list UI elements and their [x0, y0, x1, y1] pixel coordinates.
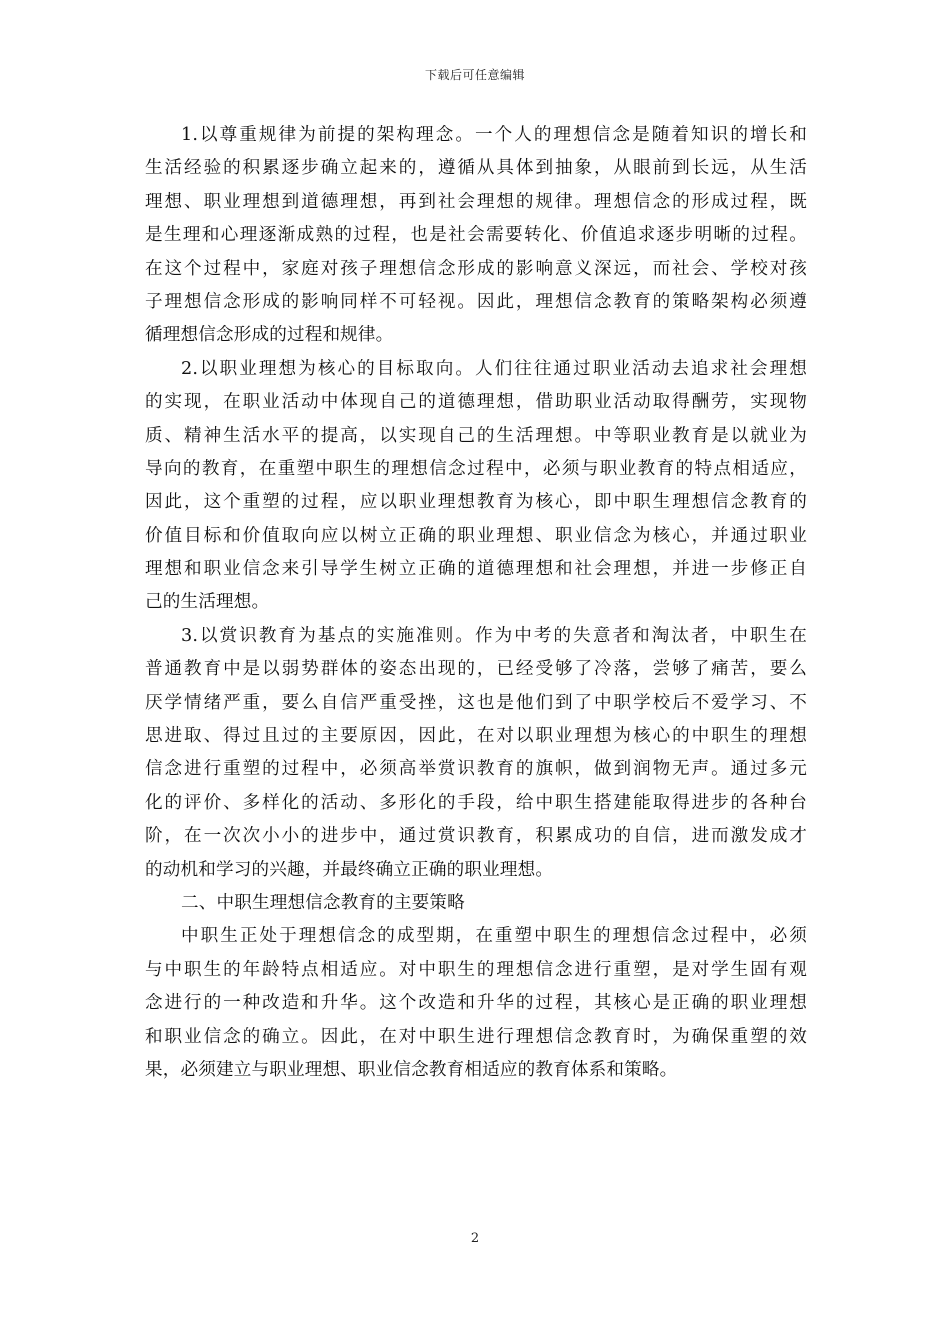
text-line: 理想、职业理想到道德理想，再到社会理想的规律。理想信念的形成过程，既 [145, 191, 807, 212]
text-line: 阶，在一次次小小的进步中，通过赏识教育，积累成功的自信，进而激发成才 [145, 826, 807, 847]
text-line: 子理想信念形成的影响同样不可轻视。因此，理想信念教育的策略架构必须遵 [145, 291, 807, 312]
text-line: 因此，这个重塑的过程，应以职业理想教育为核心，即中职生理想信念教育的 [145, 492, 807, 513]
text-line: 思进取、得过且过的主要原因，因此，在对以职业理想为核心的中职生的理想 [145, 726, 807, 747]
text-line: 1.以尊重规律为前提的架构理念。一个人的理想信念是随着知识的增长和 [181, 125, 807, 145]
paragraph-principle-1 [145, 119, 807, 353]
text-line: 生活经验的积累逐步确立起来的，遵循从具体到抽象，从眼前到长远，从生活 [145, 158, 807, 179]
section-heading-text: 二、中职生理想信念教育的主要策略 [181, 892, 465, 913]
page-number: 2 [470, 1231, 480, 1246]
text-line: 的实现，在职业活动中体现自己的道德理想，借助职业活动取得酬劳，实现物 [145, 392, 807, 413]
section-heading [145, 887, 807, 920]
text-line: 信念进行重塑的过程中，必须高举赏识教育的旗帜，做到润物无声。通过多元 [145, 759, 807, 780]
paragraph-strategy-intro [145, 920, 807, 1087]
text-line: 中职生正处于理想信念的成型期，在重塑中职生的理想信念过程中，必须 [181, 926, 807, 947]
document-body [145, 119, 807, 1087]
text-line: 价值目标和价值取向应以树立正确的职业理想、职业信念为核心，并通过职业 [145, 525, 807, 546]
text-line: 念进行的一种改造和升华。这个改造和升华的过程，其核心是正确的职业理想 [145, 993, 807, 1014]
text-line: 3.以赏识教育为基点的实施准则。作为中考的失意者和淘汰者，中职生在 [181, 625, 807, 646]
text-line: 理想和职业信念来引导学生树立正确的道德理想和社会理想，并进一步修正自 [145, 559, 807, 580]
text-line: 2.以职业理想为核心的目标取向。人们往往通过职业活动去追求社会理想 [181, 358, 807, 379]
text-line: 是生理和心理逐渐成熟的过程，也是社会需要转化、价值追求逐步明晰的过程。 [145, 225, 807, 246]
text-line: 普通教育中是以弱势群体的姿态出现的，已经受够了冷落，尝够了痛苦，要么 [145, 659, 807, 680]
page-header: 下载后可任意编辑 [424, 68, 525, 82]
paragraph-principle-2 [145, 353, 807, 620]
text-line: 导向的教育，在重塑中职生的理想信念过程中，必须与职业教育的特点相适应， [145, 458, 807, 479]
text-line: 己的生活理想。 [145, 592, 270, 613]
text-line: 的动机和学习的兴趣，并最终确立正确的职业理想。 [145, 859, 554, 880]
text-line: 和职业信念的确立。因此，在对中职生进行理想信念教育时，为确保重塑的效 [145, 1026, 807, 1047]
text-line: 与中职生的年龄特点相适应。对中职生的理想信念进行重塑，是对学生固有观 [145, 959, 807, 980]
text-line: 质、精神生活水平的提高，以实现自己的生活理想。中等职业教育是以就业为 [145, 425, 807, 446]
paragraph-principle-3 [145, 620, 807, 887]
text-line: 化的评价、多样化的活动、多形化的手段，给中职生搭建能取得进步的各种台 [145, 792, 807, 813]
text-line: 厌学情绪严重，要么自信严重受挫，这也是他们到了中职学校后不爱学习、不 [145, 692, 807, 713]
text-line: 在这个过程中，家庭对孩子理想信念形成的影响意义深远，而社会、学校对孩 [145, 258, 807, 279]
text-line: 果，必须建立与职业理想、职业信念教育相适应的教育体系和策略。 [145, 1059, 678, 1080]
text-line: 循理想信念形成的过程和规律。 [145, 325, 394, 346]
